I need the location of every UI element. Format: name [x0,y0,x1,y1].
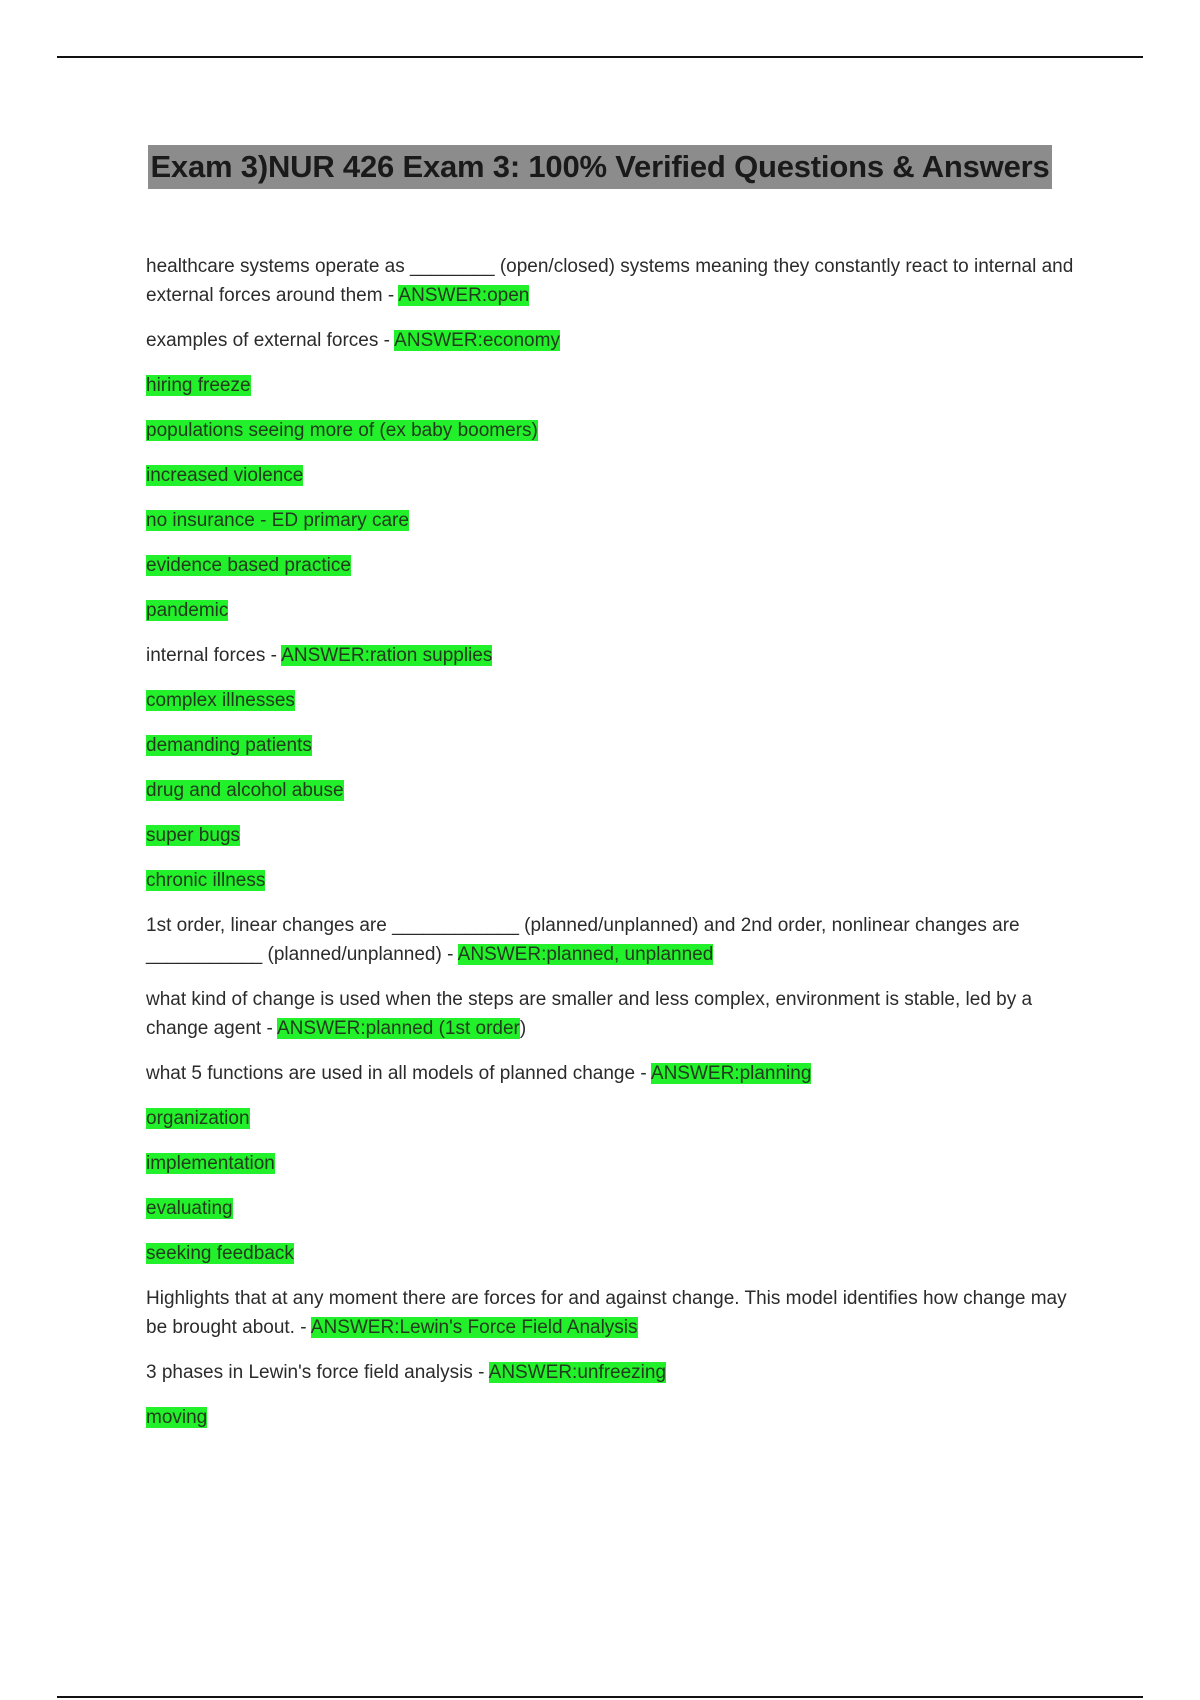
qa-paragraph [146,596,1086,625]
qa-paragraph [146,1403,1086,1432]
answer-highlight: ANSWER:ration supplies [281,645,493,666]
answer-highlight: ANSWER:economy [394,330,560,351]
qa-paragraph [146,1104,1086,1133]
answer-highlight: no insurance - ED primary care [146,510,409,531]
answer-highlight: ANSWER:unfreezing [488,1362,667,1383]
qa-paragraph [146,461,1086,490]
question-text: examples of external forces - [146,330,395,351]
answer-highlight: implementation [146,1153,275,1174]
qa-paragraph [146,1194,1086,1223]
answer-highlight: pandemic [146,600,229,621]
qa-paragraph [146,326,1086,355]
answer-highlight: ANSWER:planning [650,1063,812,1084]
answer-highlight: drug and alcohol abuse [146,780,344,801]
qa-paragraph [146,416,1086,445]
qa-paragraph [146,731,1086,760]
question-text: what 5 functions are used in all models of planned change - [146,1063,651,1084]
question-text: what kind of change is used when the steps are smaller and less complex, environment is stable, led by a change agent - [146,989,1033,1039]
answer-highlight: increased violence [146,465,304,486]
answer-highlight: ANSWER:planned, unplanned [457,944,714,965]
qa-paragraph [146,551,1086,580]
question-text: internal forces - [146,645,282,666]
question-text: healthcare systems operate as ________ (open/closed) systems meaning they constantly react to internal and external forces around them - [146,256,1074,306]
document-body [146,252,1086,1448]
answer-highlight: demanding patients [146,735,312,756]
qa-paragraph [146,686,1086,715]
qa-paragraph [146,821,1086,850]
question-text: 3 phases in Lewin's force field analysis - [146,1362,489,1383]
answer-highlight: ANSWER:open [398,285,530,306]
answer-highlight: evaluating [146,1198,233,1219]
question-text: Highlights that at any moment there are forces for and against change. This model identifies how change may be brought about. - [146,1288,1067,1338]
answer-highlight: chronic illness [146,870,266,891]
qa-paragraph [146,1284,1086,1342]
qa-paragraph [146,1358,1086,1387]
question-text: 1st order, linear changes are ____________ (planned/unplanned) and 2nd order, nonlinear changes are ___________ (planned/unplanned) - [146,915,1020,965]
qa-paragraph [146,1149,1086,1178]
qa-paragraph [146,1059,1086,1088]
trailing-text: ) [519,1018,527,1039]
document-title: Exam 3)NUR 426 Exam 3: 100% Verified Questions & Answers [148,145,1051,189]
header-rule [57,56,1143,58]
answer-highlight: moving [146,1407,208,1428]
answer-highlight: ANSWER:planned (1st order [277,1018,520,1039]
answer-highlight: populations seeing more of (ex baby boomers) [146,420,538,441]
answer-highlight: super bugs [146,825,241,846]
answer-highlight: ANSWER:Lewin's Force Field Analysis [310,1317,638,1338]
footer-rule [57,1696,1143,1698]
answer-highlight: complex illnesses [146,690,295,711]
answer-highlight: hiring freeze [146,375,251,396]
qa-paragraph [146,252,1086,310]
answer-highlight: evidence based practice [146,555,351,576]
qa-paragraph [146,1239,1086,1268]
title-container [0,145,1200,189]
answer-highlight: seeking feedback [146,1243,294,1264]
qa-paragraph [146,641,1086,670]
qa-paragraph [146,911,1086,969]
qa-paragraph [146,506,1086,535]
qa-paragraph [146,866,1086,895]
qa-paragraph [146,776,1086,805]
qa-paragraph [146,371,1086,400]
answer-highlight: organization [146,1108,250,1129]
qa-paragraph [146,985,1086,1043]
